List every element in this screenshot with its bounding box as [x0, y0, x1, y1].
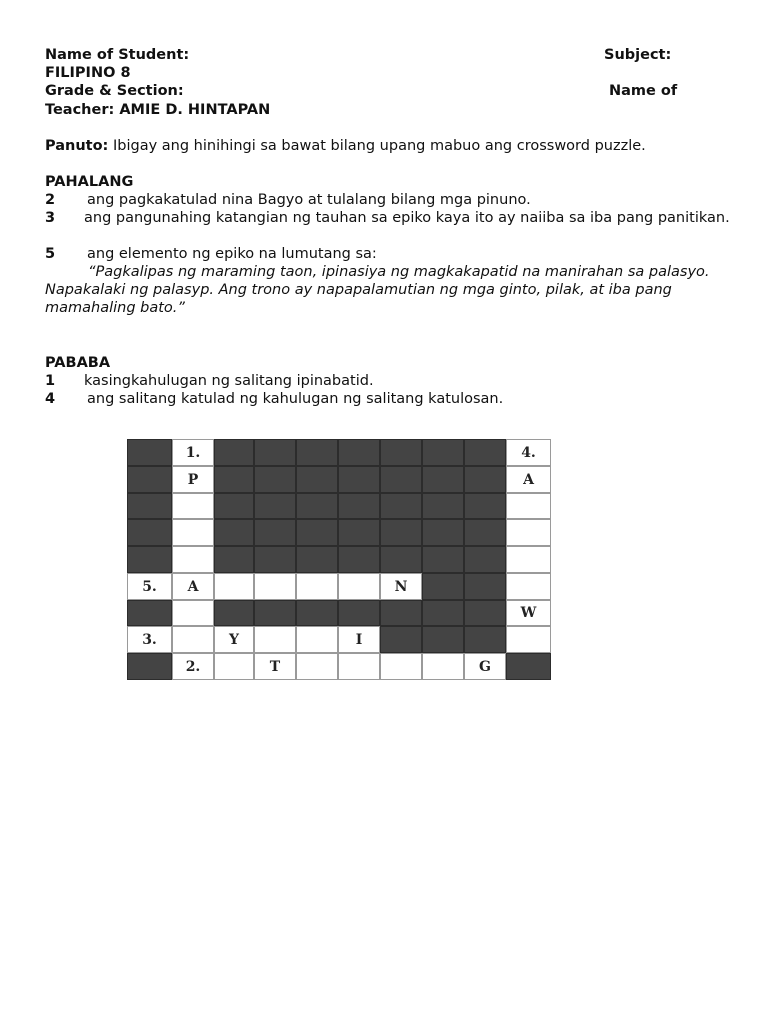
crossword-block [214, 546, 254, 573]
cell-number: 3. [142, 631, 157, 648]
crossword-block [127, 466, 172, 493]
crossword-block [464, 546, 506, 573]
crossword-block [422, 519, 464, 546]
crossword-cell[interactable] [506, 600, 551, 626]
crossword-block [127, 600, 172, 626]
instructions-text: Ibigay ang hinihingi sa bawat bilang upang mabuo ang crossword puzzle. [108, 138, 646, 154]
cell-letter: G [479, 658, 491, 675]
crossword-block [380, 493, 422, 519]
cell-number: 2. [185, 658, 201, 675]
crossword-block [338, 519, 380, 546]
crossword-block [380, 466, 422, 493]
crossword-block [254, 546, 296, 573]
crossword-block [422, 573, 464, 600]
cell-number: 1. [185, 444, 201, 461]
crossword-block [296, 600, 338, 626]
crossword-block [464, 626, 506, 653]
crossword-block [214, 439, 254, 466]
crossword-block [464, 600, 506, 626]
clue-number: 2 [45, 192, 56, 208]
crossword-block [254, 600, 296, 626]
clue-text: kasingkahulugan ng salitang ipinabatid. [84, 373, 374, 389]
down-heading: PABABA [45, 355, 111, 371]
crossword-block [338, 466, 380, 493]
down-item [45, 372, 374, 390]
crossword-cell[interactable] [214, 573, 254, 600]
crossword-block [214, 519, 254, 546]
cell-letter: I [355, 631, 363, 648]
crossword-cell[interactable] [172, 600, 214, 626]
crossword-cell[interactable] [338, 626, 380, 653]
crossword-block [296, 466, 338, 493]
crossword-cell[interactable] [338, 573, 380, 600]
crossword-block [254, 493, 296, 519]
crossword-cell[interactable] [380, 653, 422, 680]
crossword-block [214, 466, 254, 493]
grade-section-label: Grade & Section: [45, 83, 184, 99]
crossword-cell[interactable] [254, 573, 296, 600]
crossword-cell[interactable] [338, 653, 380, 680]
across-item [45, 245, 377, 263]
crossword-cell[interactable] [506, 546, 551, 573]
crossword-block [422, 546, 464, 573]
crossword-grid [127, 439, 551, 680]
crossword-block [214, 600, 254, 626]
crossword-block [127, 653, 172, 680]
crossword-cell[interactable] [254, 653, 296, 680]
cell-number: 5. [142, 578, 157, 595]
crossword-block [464, 493, 506, 519]
crossword-cell[interactable] [506, 493, 551, 519]
crossword-cell[interactable] [127, 626, 172, 653]
crossword-cell[interactable] [214, 653, 254, 680]
crossword-cell[interactable] [172, 546, 214, 573]
crossword-block [380, 626, 422, 653]
crossword-block [380, 439, 422, 466]
crossword-cell[interactable] [172, 439, 214, 466]
crossword-cell[interactable] [296, 573, 338, 600]
crossword-block [464, 466, 506, 493]
crossword-block [338, 439, 380, 466]
cell-letter: A [187, 578, 199, 595]
crossword-cell[interactable] [380, 573, 422, 600]
crossword-cell[interactable] [296, 653, 338, 680]
crossword-block [464, 573, 506, 600]
crossword-cell[interactable] [506, 439, 551, 466]
crossword-block [380, 546, 422, 573]
crossword-block [127, 546, 172, 573]
cell-letter: T [269, 658, 281, 675]
across-heading: PAHALANG [45, 174, 134, 190]
crossword-block [338, 600, 380, 626]
crossword-cell[interactable] [172, 573, 214, 600]
down-item [45, 390, 503, 408]
crossword-cell[interactable] [254, 626, 296, 653]
subject-label: Subject: [604, 47, 672, 63]
crossword-block [464, 519, 506, 546]
teacher-line: Teacher: AMIE D. HINTAPAN [45, 102, 271, 118]
cell-letter: Y [229, 631, 239, 648]
crossword-block [422, 439, 464, 466]
crossword-block [254, 439, 296, 466]
clue-number: 3 [45, 210, 56, 226]
cell-letter: W [520, 604, 537, 621]
crossword-block [422, 600, 464, 626]
crossword-block [254, 466, 296, 493]
name-of-student-label: Name of Student: [45, 47, 190, 63]
crossword-cell[interactable] [464, 653, 506, 680]
across-item [45, 191, 531, 209]
crossword-cell[interactable] [172, 653, 214, 680]
teacher-name-label: Name of [609, 83, 678, 99]
clue-number: 5 [45, 246, 56, 262]
crossword-cell[interactable] [127, 573, 172, 600]
cell-letter: A [523, 471, 534, 488]
crossword-cell[interactable] [422, 653, 464, 680]
clue-quote: “Pagkalipas ng maraming taon, ipinasiya ng magkakapatid na manirahan sa palasyo. Napakalaki ng palasyp. Ang trono ay napapalamutian ng mga ginto, pilak, at iba pang mamahaling bato.” [45, 264, 710, 317]
crossword-block [127, 439, 172, 466]
across-item [45, 209, 735, 227]
crossword-block [464, 439, 506, 466]
instructions-label: Panuto: [45, 138, 109, 154]
crossword-block [214, 493, 254, 519]
crossword-block [380, 519, 422, 546]
crossword-cell[interactable] [172, 493, 214, 519]
crossword-block [127, 519, 172, 546]
crossword-cell[interactable] [506, 466, 551, 493]
crossword-cell[interactable] [506, 573, 551, 600]
cell-letter: N [394, 578, 408, 595]
crossword-block [422, 493, 464, 519]
crossword-block [338, 546, 380, 573]
crossword-block [254, 519, 296, 546]
crossword-block [296, 519, 338, 546]
crossword-block [296, 493, 338, 519]
crossword-block [506, 653, 551, 680]
crossword-cell[interactable] [506, 626, 551, 653]
crossword-block [422, 626, 464, 653]
cell-number: 4. [521, 444, 536, 461]
crossword-cell[interactable] [506, 519, 551, 546]
clue-number: 4 [45, 391, 56, 407]
crossword-cell[interactable] [214, 626, 254, 653]
clue-text: ang pagkakatulad nina Bagyo at tulalang bilang mga pinuno. [87, 192, 531, 208]
clue-number: 1 [45, 373, 56, 389]
crossword-block [338, 493, 380, 519]
crossword-block [380, 600, 422, 626]
clue-text: ang elemento ng epiko na lumutang sa: [87, 246, 377, 262]
clue-text: ang salitang katulad ng kahulugan ng salitang katulosan. [87, 391, 504, 407]
crossword-cell[interactable] [172, 626, 214, 653]
instructions [45, 137, 646, 155]
crossword-block [296, 546, 338, 573]
cell-letter: P [187, 471, 199, 488]
crossword-cell[interactable] [296, 626, 338, 653]
crossword-block [296, 439, 338, 466]
clue-text: ang pangunahing katangian ng tauhan sa epiko kaya ito ay naiiba sa iba pang panitikan. [84, 210, 730, 226]
crossword-cell[interactable] [172, 466, 214, 493]
crossword-cell[interactable] [172, 519, 214, 546]
crossword-block [127, 493, 172, 519]
crossword-block [422, 466, 464, 493]
subject-value: FILIPINO 8 [45, 65, 131, 81]
